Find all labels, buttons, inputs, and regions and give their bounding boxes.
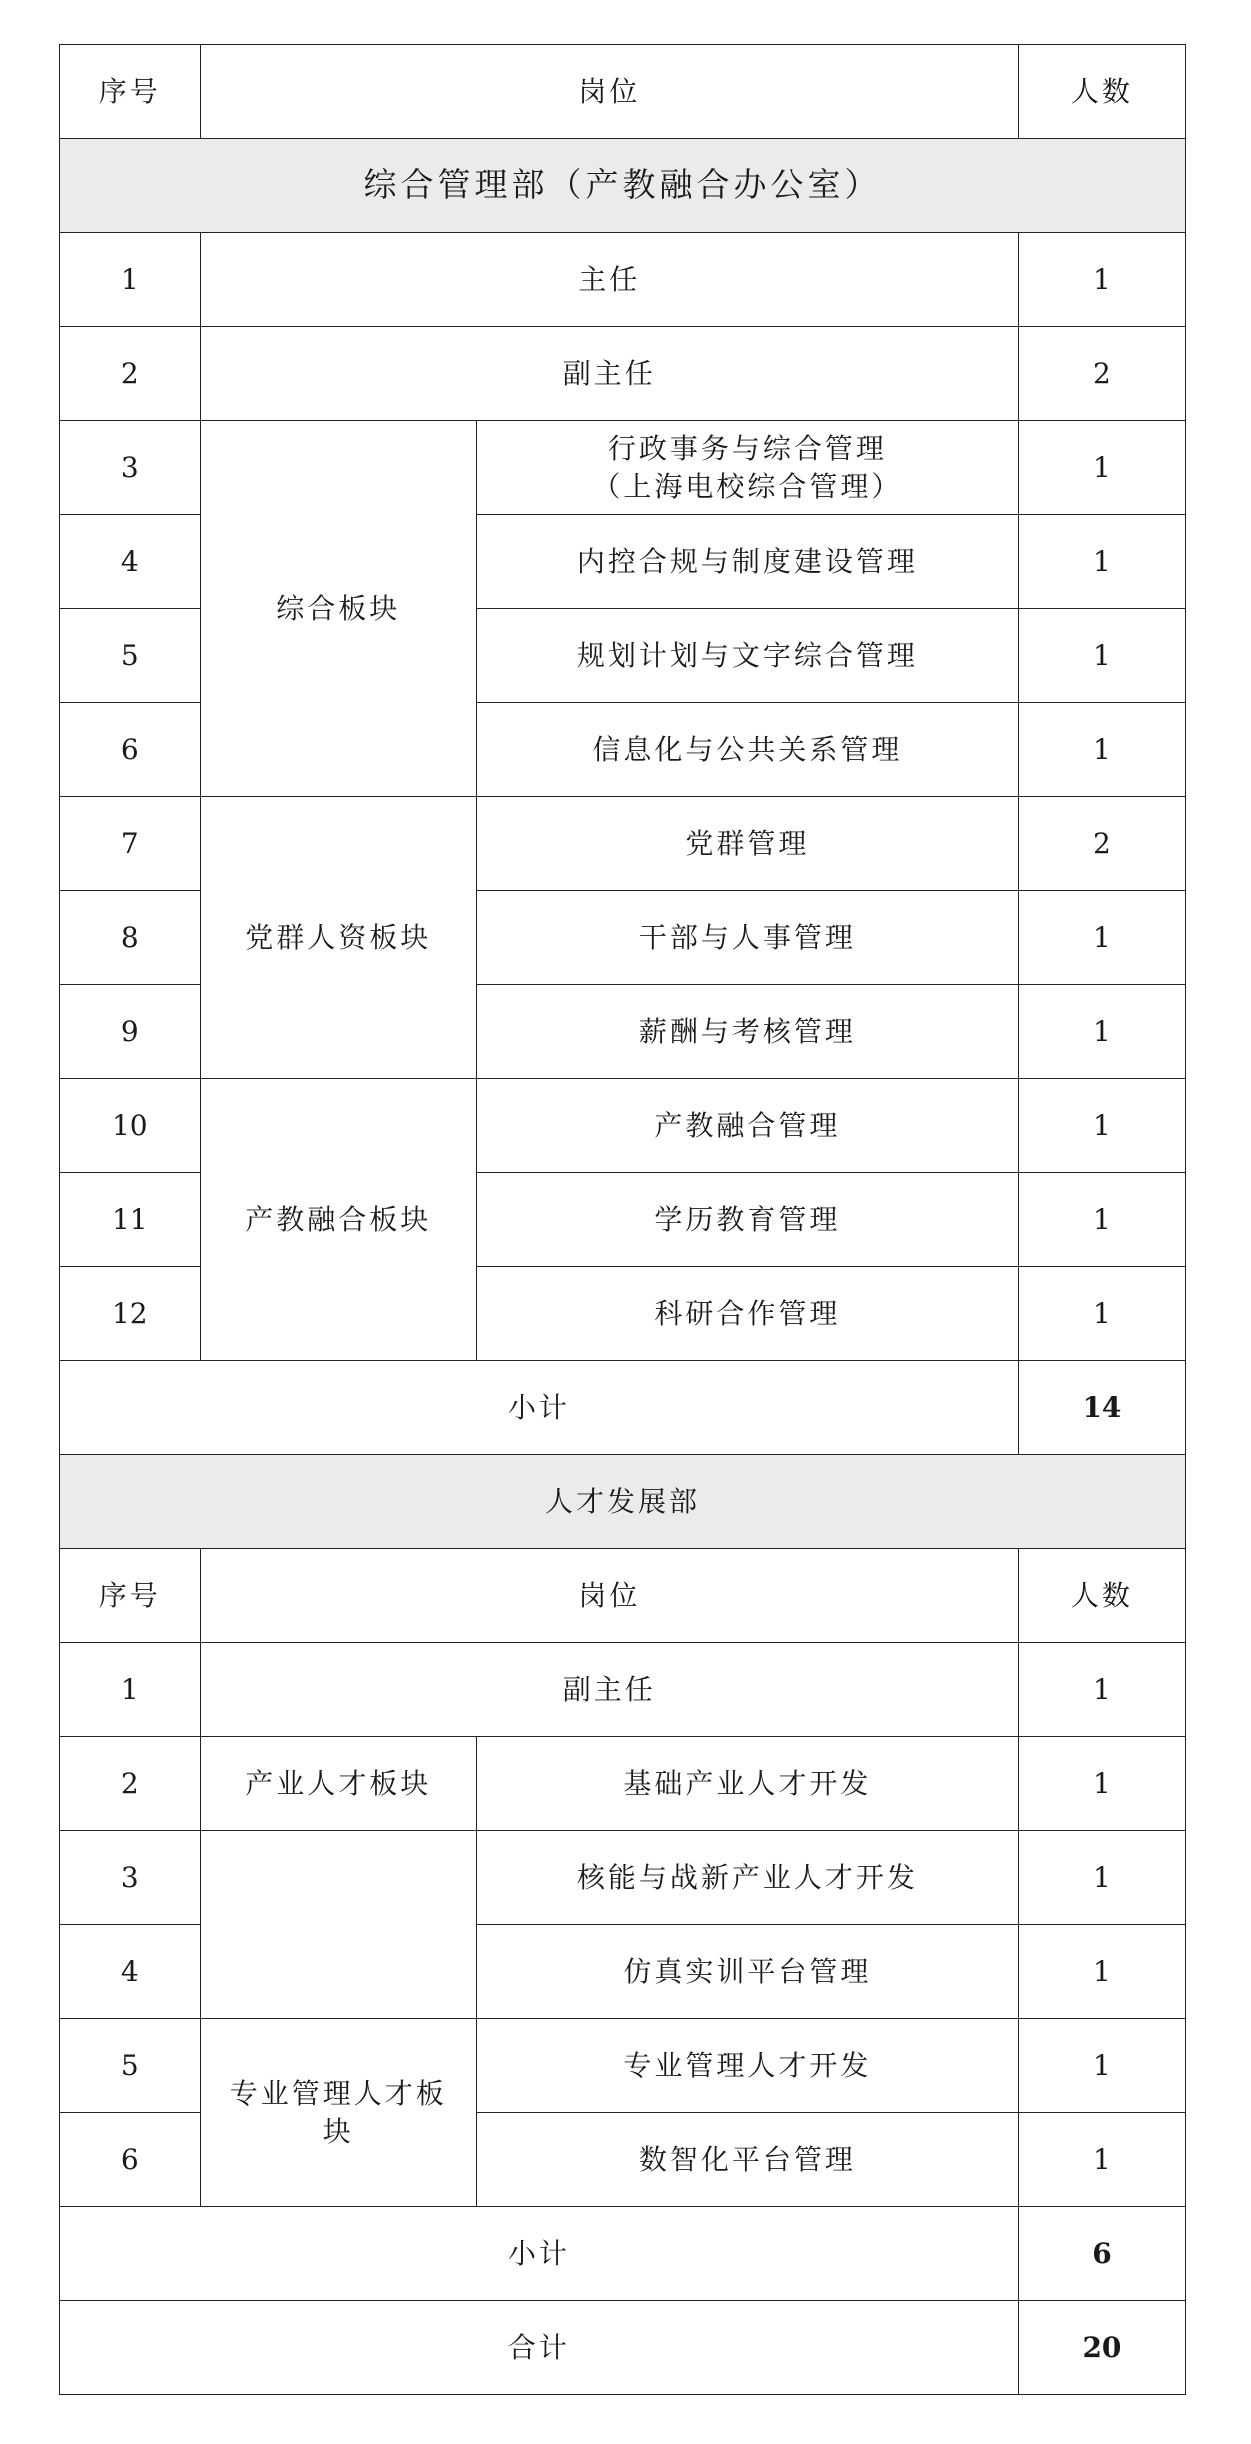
- position-cell: 数智化平台管理: [476, 2113, 1018, 2207]
- count-cell: 1: [1018, 233, 1185, 327]
- table-row: [60, 2019, 1186, 2113]
- seq-cell: 7: [60, 797, 201, 891]
- table-row: [60, 233, 1186, 327]
- position-cell: 内控合规与制度建设管理: [476, 515, 1018, 609]
- total-label: 合计: [60, 2301, 1019, 2395]
- seq-cell: 6: [60, 703, 201, 797]
- subtotal-value: 6: [1018, 2207, 1185, 2301]
- subtotal-label: 小计: [60, 1361, 1019, 1455]
- seq-cell: 4: [60, 1925, 201, 2019]
- header-seq: 序号: [60, 45, 201, 139]
- table-row: [60, 1643, 1186, 1737]
- table-row: [60, 797, 1186, 891]
- position-cell: 核能与战新产业人才开发: [476, 1831, 1018, 1925]
- subtotal-label: 小计: [60, 2207, 1019, 2301]
- seq-cell: 6: [60, 2113, 201, 2207]
- count-cell: 1: [1018, 1643, 1185, 1737]
- seq-cell: 4: [60, 515, 201, 609]
- subtotal-row: [60, 2207, 1186, 2301]
- seq-cell: 3: [60, 421, 201, 515]
- total-row: [60, 2301, 1186, 2395]
- subtotal-row: [60, 1361, 1186, 1455]
- seq-cell: 5: [60, 609, 201, 703]
- section-title-row: [60, 139, 1186, 233]
- position-cell: 仿真实训平台管理: [476, 1925, 1018, 2019]
- table-row: [60, 327, 1186, 421]
- total-value: 20: [1018, 2301, 1185, 2395]
- count-cell: 1: [1018, 609, 1185, 703]
- block-line: 专业管理人才板: [229, 2076, 447, 2110]
- count-cell: 2: [1018, 797, 1185, 891]
- seq-cell: 8: [60, 891, 201, 985]
- table-row: [60, 1079, 1186, 1173]
- subtotal-value: 14: [1018, 1361, 1185, 1455]
- position-cell: 科研合作管理: [476, 1267, 1018, 1361]
- seq-cell: 3: [60, 1831, 201, 1925]
- seq-cell: 9: [60, 985, 201, 1079]
- block-cell: 产业人才板块: [200, 1737, 476, 1831]
- header-count: 人数: [1018, 1549, 1185, 1643]
- count-cell: 1: [1018, 1173, 1185, 1267]
- count-cell: 2: [1018, 327, 1185, 421]
- count-cell: 1: [1018, 2113, 1185, 2207]
- header-row: [60, 1549, 1186, 1643]
- table-row: [60, 1831, 1186, 1925]
- block-cell: [200, 2019, 476, 2207]
- count-cell: 1: [1018, 2019, 1185, 2113]
- position-cell: 专业管理人才开发: [476, 2019, 1018, 2113]
- count-cell: 1: [1018, 891, 1185, 985]
- position-cell: 产教融合管理: [476, 1079, 1018, 1173]
- table-row: [60, 421, 1186, 515]
- section-title-row: [60, 1455, 1186, 1549]
- position-cell: 副主任: [200, 327, 1018, 421]
- block-cell: 产教融合板块: [200, 1079, 476, 1361]
- position-cell: 党群管理: [476, 797, 1018, 891]
- seq-cell: 5: [60, 2019, 201, 2113]
- position-line: 行政事务与综合管理: [607, 431, 887, 465]
- section-title: 综合管理部（产教融合办公室）: [60, 139, 1186, 233]
- header-count: 人数: [1018, 45, 1185, 139]
- count-cell: 1: [1018, 1925, 1185, 2019]
- count-cell: 1: [1018, 1267, 1185, 1361]
- block-line: 块: [322, 2114, 354, 2148]
- block-cell: [200, 1831, 476, 2019]
- position-cell: 副主任: [200, 1643, 1018, 1737]
- header-seq: 序号: [60, 1549, 201, 1643]
- block-cell: 党群人资板块: [200, 797, 476, 1079]
- count-cell: 1: [1018, 1831, 1185, 1925]
- count-cell: 1: [1018, 703, 1185, 797]
- count-cell: 1: [1018, 515, 1185, 609]
- position-cell: 薪酬与考核管理: [476, 985, 1018, 1079]
- seq-cell: 2: [60, 327, 201, 421]
- seq-cell: 2: [60, 1737, 201, 1831]
- section-title: 人才发展部: [60, 1455, 1186, 1549]
- seq-cell: 12: [60, 1267, 201, 1361]
- position-cell: [476, 421, 1018, 515]
- position-cell: 信息化与公共关系管理: [476, 703, 1018, 797]
- position-cell: 规划计划与文字综合管理: [476, 609, 1018, 703]
- position-cell: 学历教育管理: [476, 1173, 1018, 1267]
- staffing-table: [59, 44, 1186, 2395]
- seq-cell: 1: [60, 1643, 201, 1737]
- position-cell: 干部与人事管理: [476, 891, 1018, 985]
- header-position: 岗位: [200, 45, 1018, 139]
- position-cell: 基础产业人才开发: [476, 1737, 1018, 1831]
- seq-cell: 1: [60, 233, 201, 327]
- position-line: （上海电校综合管理）: [592, 469, 903, 503]
- count-cell: 1: [1018, 421, 1185, 515]
- header-position: 岗位: [200, 1549, 1018, 1643]
- header-row: [60, 45, 1186, 139]
- count-cell: 1: [1018, 1079, 1185, 1173]
- table-row: [60, 1737, 1186, 1831]
- seq-cell: 10: [60, 1079, 201, 1173]
- block-cell: 综合板块: [200, 421, 476, 797]
- seq-cell: 11: [60, 1173, 201, 1267]
- count-cell: 1: [1018, 1737, 1185, 1831]
- position-cell: 主任: [200, 233, 1018, 327]
- count-cell: 1: [1018, 985, 1185, 1079]
